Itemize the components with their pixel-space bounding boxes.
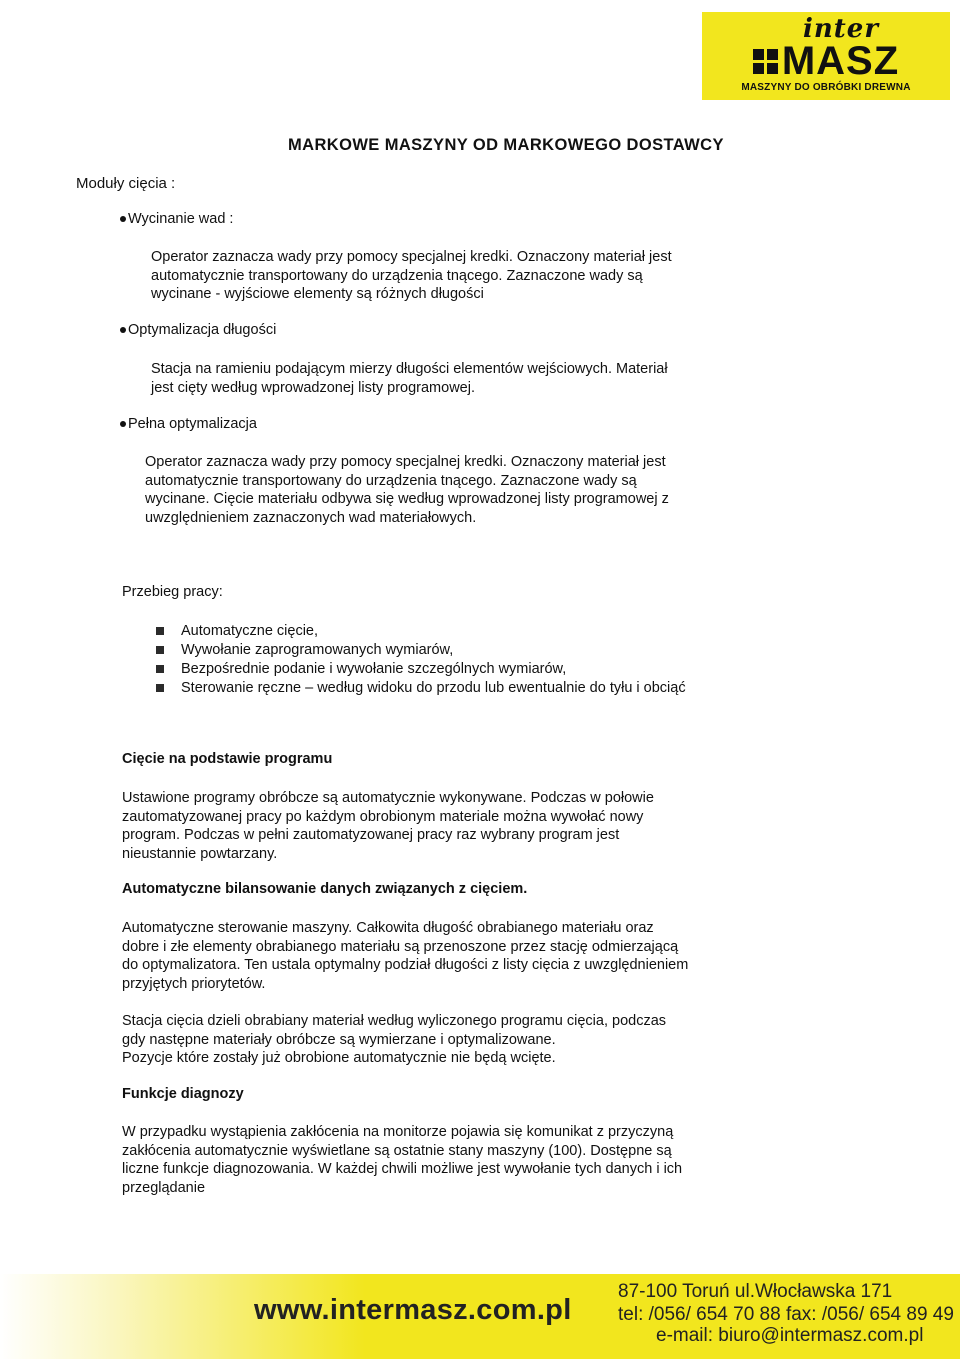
modules-title: Moduły cięcia : bbox=[76, 175, 176, 192]
workflow-item: Bezpośrednie podanie i wywołanie szczególnych wymiarów, bbox=[156, 659, 566, 678]
square-bullet-icon bbox=[156, 627, 164, 635]
text-line: Stacja na ramieniu podającym mierzy długości elementów wejściowych. Materiał bbox=[151, 361, 668, 377]
module-item-1-text bbox=[151, 248, 765, 304]
text-line: program. Podczas w pełni zautomatyzowanej pracy raz wybrany program jest bbox=[122, 827, 620, 843]
text-line: Stacja cięcia dzieli obrabiany materiał według wyliczonego programu cięcia, podczas bbox=[122, 1013, 667, 1029]
text-line: automatycznie transportowany do urządzenia tnącego. Zaznaczone wady są bbox=[145, 472, 637, 489]
module-item-3-label: Pełna optymalizacja bbox=[120, 416, 257, 432]
logo-inter-text: inter bbox=[802, 14, 880, 44]
square-bullet-icon bbox=[156, 646, 164, 654]
company-tagline: MARKOWE MASZYNY OD MARKOWEGO DOSTAWCY bbox=[288, 136, 724, 154]
program-paragraph bbox=[122, 789, 765, 863]
company-logo bbox=[702, 12, 950, 100]
logo-masz-text: MASZ bbox=[781, 39, 900, 83]
logo-squares-icon bbox=[753, 49, 778, 74]
text-line: przyjętych priorytetów. bbox=[122, 975, 266, 992]
text-line: W przypadku wystąpienia zakłócenia na monitorze pojawia się komunikat z przyczyną bbox=[122, 1124, 674, 1140]
bullet-icon bbox=[120, 327, 126, 333]
module-item-3-text bbox=[145, 453, 765, 527]
text-line: nieustannie powtarzany. bbox=[122, 845, 278, 862]
text-line: Ustawione programy obróbcze są automatycznie wykonywane. Podczas w połowie bbox=[122, 790, 654, 806]
bullet-icon bbox=[120, 216, 126, 222]
text-line: Operator zaznacza wady przy pomocy specjalnej kredki. Oznaczony materiał jest bbox=[145, 454, 666, 470]
square-bullet-icon bbox=[156, 665, 164, 673]
workflow-item: Wywołanie zaprogramowanych wymiarów, bbox=[156, 640, 453, 659]
balance-paragraph-2 bbox=[122, 1012, 765, 1068]
workflow-item: Sterowanie ręczne – według widoku do przodu lub ewentualnie do tyłu i obciąć bbox=[156, 678, 686, 697]
text-line: zautomatyzowanej pracy po każdym obrobionym materiale można wywołać nowy bbox=[122, 808, 644, 825]
square-bullet-icon bbox=[156, 684, 164, 692]
footer-website-link[interactable]: www.intermasz.com.pl bbox=[254, 1294, 572, 1326]
module-item-2-label: Optymalizacja długości bbox=[120, 322, 276, 338]
workflow-title: Przebieg pracy: bbox=[122, 584, 223, 600]
footer-address: 87-100 Toruń ul.Włocławska 171 bbox=[618, 1281, 893, 1302]
text-line: liczne funkcje diagnozowania. W każdej chwili możliwe jest wywołanie tych danych i ich bbox=[122, 1161, 683, 1177]
bullet-icon bbox=[120, 421, 126, 427]
text-line: przeglądanie bbox=[122, 1179, 206, 1196]
balance-heading: Automatyczne bilansowanie danych związanych z cięciem. bbox=[122, 881, 528, 897]
footer-email[interactable]: e-mail: biuro@intermasz.com.pl bbox=[656, 1325, 924, 1346]
text-line: Automatyczne sterowanie maszyny. Całkowita długość obrabianego materiału oraz bbox=[122, 920, 654, 936]
text-line: gdy następne materiały obróbcze są wymierzane i optymalizowane. bbox=[122, 1031, 556, 1048]
text-line: wycinane - wyjściowe elementy są różnych długości bbox=[151, 286, 484, 302]
diagnostics-paragraph bbox=[122, 1123, 765, 1197]
balance-paragraph-1 bbox=[122, 919, 765, 993]
logo-main bbox=[753, 39, 900, 83]
module-item-1-label: Wycinanie wad : bbox=[120, 211, 233, 227]
text-line: jest cięty według wprowadzonej listy programowej. bbox=[151, 379, 475, 396]
footer-phone: tel: /056/ 654 70 88 fax: /056/ 654 89 49 bbox=[618, 1304, 954, 1325]
text-line: automatycznie transportowany do urządzenia tnącego. Zaznaczone wady są bbox=[151, 267, 643, 284]
text-line: zakłócenia automatycznie wyświetlane są ostatnie stany maszyny (100). Dostępne są bbox=[122, 1142, 672, 1159]
diagnostics-heading: Funkcje diagnozy bbox=[122, 1086, 244, 1102]
module-item-2-text bbox=[151, 360, 765, 397]
text-line: dobre i złe elementy obrabianego materiału są przenoszone przez stację odmierzającą bbox=[122, 938, 679, 955]
text-line: wycinane. Cięcie materiału odbywa się według wprowadzonej listy programowej z bbox=[145, 491, 669, 507]
text-line: do optymalizatora. Ten ustala optymalny podział długości z listy cięcia z uwzględnieniem bbox=[122, 957, 689, 973]
text-line: uwzględnieniem zaznaczonych wad materiałowych. bbox=[145, 509, 477, 526]
program-heading: Cięcie na podstawie programu bbox=[122, 751, 333, 767]
workflow-item: Automatyczne cięcie, bbox=[156, 621, 318, 640]
logo-subtitle: MASZYNY DO OBRÓBKI DREWNA bbox=[741, 82, 911, 93]
text-line: Operator zaznacza wady przy pomocy specjalnej kredki. Oznaczony materiał jest bbox=[151, 249, 672, 265]
text-line: Pozycje które zostały już obrobione automatycznie nie będą wcięte. bbox=[122, 1050, 556, 1066]
